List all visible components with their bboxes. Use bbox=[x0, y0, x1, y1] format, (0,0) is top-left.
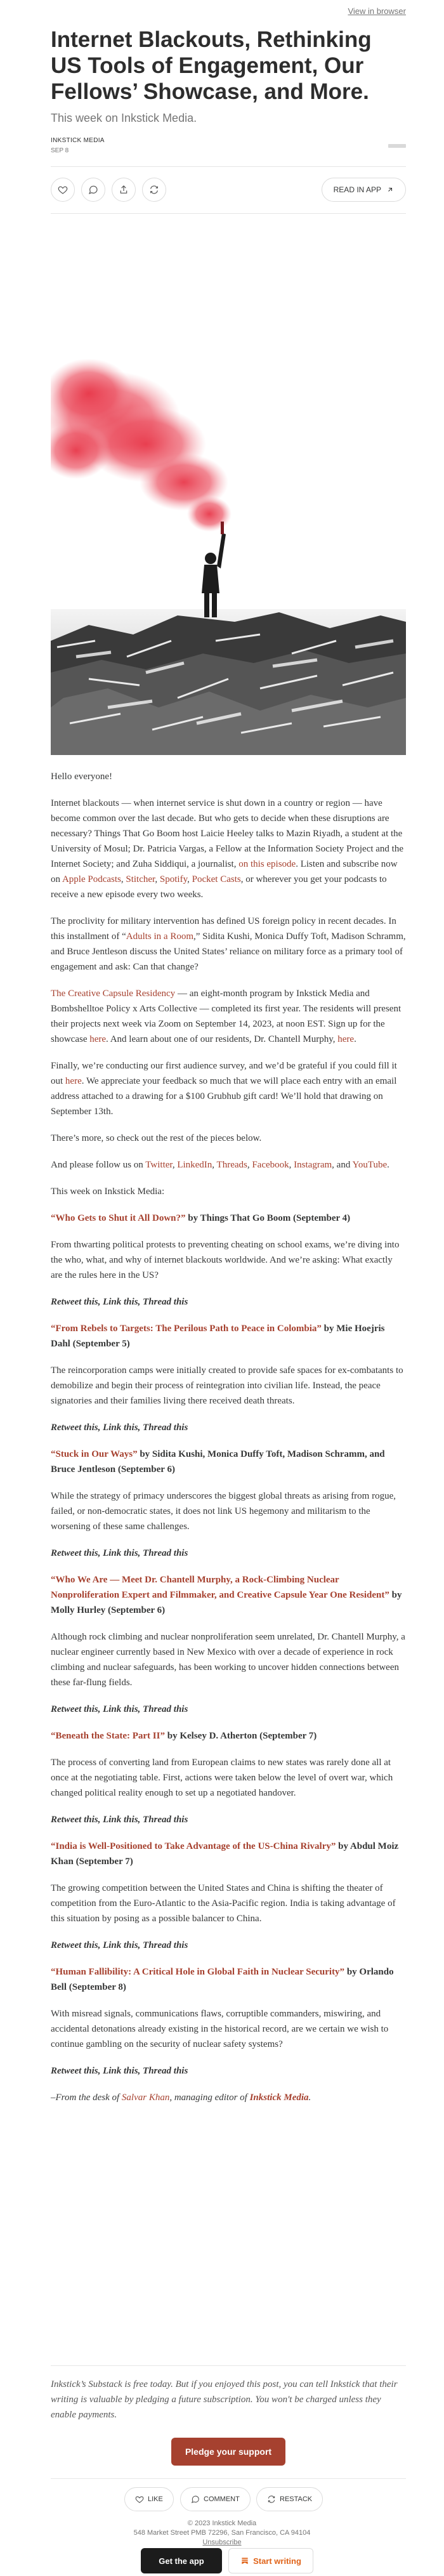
share-links: Retweet this, Link this, Thread this bbox=[51, 1815, 188, 1825]
retweet-link[interactable]: Retweet this bbox=[51, 1423, 98, 1433]
thread-link[interactable]: Thread this bbox=[143, 2066, 188, 2076]
action-bar bbox=[51, 178, 406, 203]
share-links: Retweet this, Link this, Thread this bbox=[51, 1704, 188, 1714]
article-summary: With misread signals, communications flaws, corruptible commanders, miswiring, and accidental detonations already existing in the historical record, are we certain we wish to continue gambling on the security of nuclear safety systems? bbox=[51, 2009, 389, 2049]
share-links: Retweet this, Link this, Thread this bbox=[51, 1423, 188, 1433]
link-this-link[interactable]: Link this bbox=[103, 1940, 138, 1950]
article-link[interactable]: “Who Gets to Shut it All Down?” bbox=[51, 1213, 186, 1223]
restack-label: RESTACK bbox=[280, 2495, 313, 2503]
article-link[interactable]: “Who We Are — Meet Dr. Chantell Murphy, a Rock-Climbing Nuclear Nonproliferation Expert and Filmmaker, and Creative Capsule Year One Resident” bbox=[51, 1575, 389, 1600]
article-link[interactable]: “From Rebels to Targets: The Perilous Path to Peace in Colombia” bbox=[51, 1324, 322, 1334]
article-summary: Although rock climbing and nuclear nonproliferation seem unrelated, Dr. Chantell Murphy, a nuclear engineer currently based in New Mexico with over a decade of experience in rock climbing and nuclear safeguards, has been working to uncover hidden connections between these far-flung fields. bbox=[51, 1632, 405, 1688]
footer-like-button[interactable] bbox=[124, 2487, 174, 2511]
article-title: “Who We Are — Meet Dr. Chantell Murphy, a Rock-Climbing Nuclear Nonproliferation Expert and Filmmaker, and Creative Capsule Year One Resident” by Molly Hurley (September 6) bbox=[51, 1575, 402, 1615]
read-in-app-button[interactable] bbox=[322, 178, 406, 202]
link-this-link[interactable]: Link this bbox=[103, 1423, 138, 1433]
article-summary: The growing competition between the United States and China is shifting the theater of competition from the Euro-Atlantic to the Asia-Pacific region. India is taking advantage of this situation by posing as a possible balancer to China. bbox=[51, 1883, 396, 1924]
retweet-link[interactable]: Retweet this bbox=[51, 1940, 98, 1950]
post-date: SEP 8 bbox=[51, 147, 69, 154]
article-summary: The reincorporation camps were initially created to provide safe spaces for ex-combatants to demobilize and begin their process of reintegration into civilian life. Instead, the peace signatories and their families living there received death threats. bbox=[51, 1365, 403, 1406]
youtube-link[interactable]: YouTube bbox=[352, 1160, 388, 1170]
twitter-link[interactable]: Twitter bbox=[145, 1160, 173, 1170]
thread-link[interactable]: Thread this bbox=[143, 1548, 188, 1558]
like-label: LIKE bbox=[148, 2495, 163, 2503]
article-title: “Beneath the State: Part II” by Kelsey D. Atherton (September 7) bbox=[51, 1731, 317, 1741]
share-button[interactable] bbox=[112, 178, 136, 202]
red-smoke-flare-photo bbox=[51, 343, 406, 755]
paragraph-social: And please follow us on Twitter, LinkedIn, Threads, Facebook, Instagram, and YouTube. bbox=[51, 1160, 389, 1170]
hero-image[interactable] bbox=[51, 343, 406, 755]
signoff: –From the desk of Salvar Khan, managing editor of Inkstick Media. bbox=[51, 2093, 311, 2103]
adults-in-a-room-link[interactable]: Adults in a Room bbox=[126, 931, 193, 942]
restack-button[interactable] bbox=[142, 178, 166, 202]
comment-icon bbox=[191, 2495, 200, 2504]
read-in-app-label: READ IN APP bbox=[333, 185, 381, 194]
start-writing-button[interactable] bbox=[228, 2548, 313, 2573]
retweet-link[interactable]: Retweet this bbox=[51, 1704, 98, 1714]
thread-link[interactable]: Thread this bbox=[143, 1940, 188, 1950]
linkedin-link[interactable]: LinkedIn bbox=[177, 1160, 212, 1170]
comment-label: COMMENT bbox=[204, 2495, 240, 2503]
share-links: Retweet this, Link this, Thread this bbox=[51, 1940, 188, 1950]
view-in-browser-link[interactable]: View in browser bbox=[348, 6, 406, 16]
article-title: “From Rebels to Targets: The Perilous Path to Peace in Colombia” by Mie Hoejris Dahl (September 5) bbox=[51, 1324, 385, 1349]
article-summary: The process of converting land from European claims to new states was rarely done all at once at the negotiating table. First, actions were taken below the level of overt war, which changed political reality enough to set up a negotiated handover. bbox=[51, 1758, 393, 1798]
article-summary: While the strategy of primacy underscores the biggest global threats as arising from rogue, failed, or non-democratic states, it does not link US hegemony and militarism to the worsening of these same challenges. bbox=[51, 1491, 396, 1532]
restack-icon bbox=[149, 185, 159, 195]
address: 548 Market Street PMB 72296, San Francisco, CA 94104 bbox=[133, 2529, 311, 2537]
pledge-support-button[interactable]: Pledge your support bbox=[171, 2438, 285, 2466]
divider bbox=[51, 213, 406, 214]
pledge-note: Inkstick’s Substack is free today. But if you enjoyed this post, you can tell Inkstick that their writing is valuable by pledging a future subscription. You won't be charged unless they enable payments. bbox=[51, 2379, 398, 2420]
share-links: Retweet this, Link this, Thread this bbox=[51, 2066, 188, 2076]
arrow-up-right-icon bbox=[386, 186, 394, 194]
paragraph-survey: Finally, we’re conducting our first audience survey, and we’d be grateful if you could fill it out here. We appreciate your feedback so much that we will place each entry with an email address attached to a drawing for a $100 Grubhub gift card! We’ll hold that drawing on September 13th. bbox=[51, 1061, 397, 1117]
showcase-signup-link[interactable]: here bbox=[89, 1034, 107, 1044]
divider bbox=[51, 166, 406, 167]
link-this-link[interactable]: Link this bbox=[103, 1704, 138, 1714]
paragraph-podcast: Internet blackouts — when internet service is shut down in a country or region — have become common over the last decade. But who gets to decide when these disruptions are necessary? Things That Go Boom host Laicie Heeley talks to Mazin Riyadh, a student at the University of Mosul; Dr. Patricia Vargas, a Fellow at the Information Society Project and the Internet Society; and Zuha Siddiqui, a journalist, on this episode. Listen and subscribe now on Apple Podcasts, Stitcher, Spotify, Pocket Casts, or wherever you get your podcasts to receive a new episode every two weeks. bbox=[51, 798, 404, 900]
paragraph-more: There’s more, so check out the rest of the pieces below. bbox=[51, 1133, 262, 1143]
heart-icon bbox=[135, 2495, 144, 2504]
comment-icon bbox=[88, 185, 98, 195]
instagram-link[interactable]: Instagram bbox=[294, 1160, 332, 1170]
threads-link[interactable]: Threads bbox=[216, 1160, 247, 1170]
footer-comment-button[interactable] bbox=[180, 2487, 251, 2511]
article-title: “Stuck in Our Ways” by Sidita Kushi, Monica Duffy Toft, Madison Schramm, and Bruce Jentleson (September 6) bbox=[51, 1449, 385, 1475]
paragraph-adults: The proclivity for military intervention has defined US foreign policy in recent decades. In this installment of “Adults in a Room,” Sidita Kushi, Monica Duffy Toft, Madison Schramm, and Bruce Jentleson discuss the United States’ reliance on military force as a primary tool of engagement and ask: Can that change? bbox=[51, 916, 406, 972]
restack-icon bbox=[267, 2495, 276, 2504]
greeting: Hello everyone! bbox=[51, 772, 113, 782]
link-this-link[interactable]: Link this bbox=[103, 1548, 138, 1558]
start-writing-label: Start writing bbox=[253, 2556, 301, 2566]
share-links: Retweet this, Link this, Thread this bbox=[51, 1548, 188, 1558]
share-icon bbox=[119, 185, 129, 195]
footer-restack-button[interactable] bbox=[256, 2487, 323, 2511]
link-this-link[interactable]: Link this bbox=[103, 1815, 138, 1825]
copyright: © 2023 Inkstick Media bbox=[187, 2520, 257, 2527]
paragraph-this-week: This week on Inkstick Media: bbox=[51, 1186, 165, 1197]
article-link[interactable]: “Stuck in Our Ways” bbox=[51, 1449, 138, 1459]
thread-link[interactable]: Thread this bbox=[143, 1815, 188, 1825]
get-app-button[interactable]: Get the app bbox=[141, 2548, 222, 2573]
survey-link[interactable]: here bbox=[65, 1076, 82, 1086]
post-subtitle: This week on Inkstick Media. bbox=[51, 112, 197, 124]
publication-name[interactable]: INKSTICK MEDIA bbox=[51, 137, 105, 144]
stitcher-link[interactable]: Stitcher bbox=[126, 874, 155, 884]
editor-link[interactable]: Salvar Khan bbox=[121, 2093, 170, 2103]
heart-icon bbox=[58, 185, 68, 195]
thread-link[interactable]: Thread this bbox=[143, 1704, 188, 1714]
divider bbox=[51, 2365, 406, 2366]
article-link[interactable]: “Human Fallibility: A Critical Hole in Global Faith in Nuclear Security” bbox=[51, 1967, 345, 1977]
article-link[interactable]: “Beneath the State: Part II” bbox=[51, 1731, 165, 1741]
comment-button[interactable] bbox=[81, 178, 105, 202]
article-list bbox=[51, 1211, 406, 2079]
link-this-link[interactable]: Link this bbox=[103, 2066, 138, 2076]
creative-capsule-link[interactable]: The Creative Capsule Residency bbox=[51, 989, 176, 999]
link-this-link[interactable]: Link this bbox=[103, 1297, 138, 1307]
divider bbox=[51, 2478, 406, 2479]
post-body bbox=[51, 769, 406, 2117]
article-title: “Human Fallibility: A Critical Hole in Global Faith in Nuclear Security” by Orlando Bell (September 8) bbox=[51, 1967, 394, 1992]
episode-link[interactable]: on this episode bbox=[238, 859, 296, 869]
retweet-link[interactable]: Retweet this bbox=[51, 1297, 98, 1307]
publication-link[interactable]: Inkstick Media bbox=[249, 2093, 309, 2103]
substack-logo-icon bbox=[388, 143, 406, 149]
retweet-link[interactable]: Retweet this bbox=[51, 1815, 98, 1825]
substack-icon bbox=[240, 2556, 249, 2565]
resident-profile-link[interactable]: here bbox=[337, 1034, 355, 1044]
like-button[interactable] bbox=[51, 178, 75, 202]
article-link[interactable]: “India is Well-Positioned to Take Advantage of the US-China Rivalry” bbox=[51, 1841, 336, 1851]
unsubscribe-link[interactable]: Unsubscribe bbox=[202, 2539, 242, 2546]
spotify-link[interactable]: Spotify bbox=[159, 874, 188, 884]
thread-link[interactable]: Thread this bbox=[143, 1423, 188, 1433]
article-title: “India is Well-Positioned to Take Advantage of the US-China Rivalry” by Abdul Moiz Khan (September 7) bbox=[51, 1841, 399, 1867]
substack-mark bbox=[388, 143, 406, 151]
share-links: Retweet this, Link this, Thread this bbox=[51, 1297, 188, 1307]
article-summary: From thwarting political protests to preventing cheating on school exams, we’re diving into the who, what, and why of internet blackouts worldwide. And we’re asking: What exactly are the rules here in the US? bbox=[51, 1240, 400, 1280]
retweet-link[interactable]: Retweet this bbox=[51, 2066, 98, 2076]
thread-link[interactable]: Thread this bbox=[143, 1297, 188, 1307]
article-title: “Who Gets to Shut it All Down?” by Things That Go Boom (September 4) bbox=[51, 1213, 351, 1223]
apple-podcasts-link[interactable]: Apple Podcasts bbox=[62, 874, 121, 884]
post-title[interactable]: Internet Blackouts, Rethinking US Tools of Engagement, Our Fellows’ Showcase, and More. bbox=[51, 27, 372, 104]
facebook-link[interactable]: Facebook bbox=[252, 1160, 289, 1170]
paragraph-residency: The Creative Capsule Residency — an eight-month program by Inkstick Media and Bombshelltoe Policy x Arts Collective — completed its first year. The residents will present their projects next week via Zoom on September 14, 2023, at noon EST. Sign up for the showcase here. And learn about one of our residents, Dr. Chantell Murphy, here. bbox=[51, 989, 402, 1044]
pocket-casts-link[interactable]: Pocket Casts bbox=[192, 874, 241, 884]
retweet-link[interactable]: Retweet this bbox=[51, 1548, 98, 1558]
